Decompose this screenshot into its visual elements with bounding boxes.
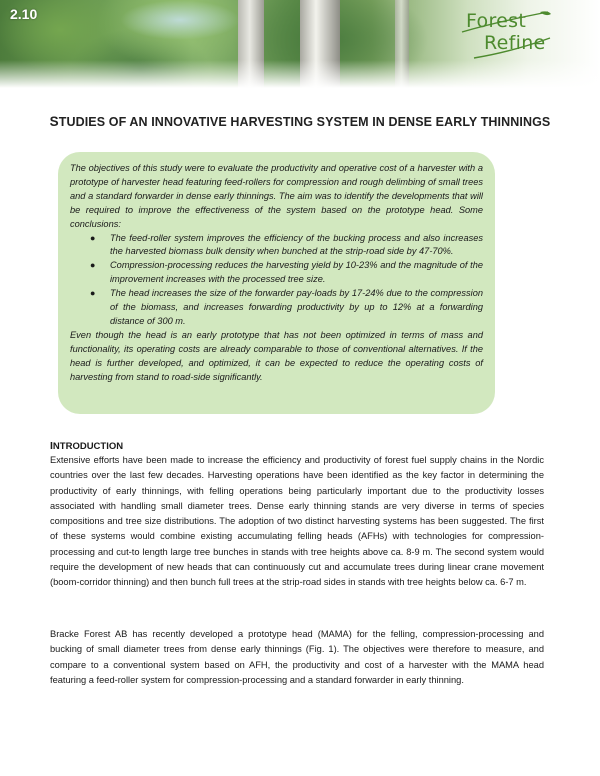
heading-first-letter: I: [50, 440, 53, 452]
logo-text-forest: Forest: [466, 10, 527, 32]
title-rest: TUDIES OF AN INNOVATIVE HARVESTING SYSTEM IN DENSE EARLY THINNINGS: [58, 115, 551, 129]
list-item: [70, 287, 483, 329]
introduction-paragraph-2: Bracke Forest AB has recently developed a prototype head (MAMA) for the felling, compression-processing and bucking of small diameter trees from dense early thinnings (Fig. 1). The objectives were therefore to measure, and compare to a conventional system based on AFH, the productivity and cost of a harvester with the MAMA head featuring a feed-roller system for compression-processing and a standard forwarder in early thinning.: [50, 629, 544, 685]
sky-patch: [120, 0, 240, 40]
logo-text-refine: Refine: [484, 32, 546, 54]
banner-fade: [0, 60, 600, 88]
list-item: [70, 259, 483, 287]
bullet-icon: ●: [90, 288, 96, 299]
bullet-icon: ●: [90, 260, 96, 271]
header-banner-photo: [0, 0, 600, 88]
page-title: [0, 114, 600, 129]
introduction-heading: [50, 440, 123, 452]
list-item: [70, 232, 483, 260]
heading-rest: NTRODUCTION: [52, 441, 124, 452]
bullet-icon: ●: [90, 232, 96, 243]
abstract-box: [58, 152, 495, 414]
abstract-closing: Even though the head is an early prototype that has not been optimized in terms of mass and functionality, its operating costs are already comparable to those of conventional alternatives. If the head is further developed, and optimized, it can be expected to reduce the operating costs of harvesting from stand to road-side significantly.: [70, 329, 483, 382]
conclusion-text: The feed-roller system improves the efficiency of the bucking process and also increases the harvested biomass bulk density when bunched at the strip-road side by 47-70%.: [110, 232, 483, 257]
forest-refine-logo: [456, 8, 554, 62]
conclusion-text: The head increases the size of the forwarder pay-loads by 17-24% due to the compression of the biomass, and increases forwarding productivity by up to 12% at a forwarding distance of 300 m.: [110, 288, 483, 326]
abstract-intro: The objectives of this study were to evaluate the productivity and operative cost of a harvester with a prototype of harvester head featuring feed-rollers for compression and rough delimbing of small trees and a standard forwarder in dense early thinnings. The aim was to identify the developments that will be required to improve the effectiveness of the system based on the prototype head. Some conclusions:: [70, 163, 483, 229]
conclusions-list: [70, 232, 483, 329]
page-number: 2.10: [10, 6, 38, 22]
introduction-paragraph-1: Extensive efforts have been made to increase the efficiency and productivity of forest fuel supply chains in the Nordic countries over the last few decades. Harvesting operations have been identified as the key factor in determining the productivity of early thinnings, with felling operations being particularly important due to the productivity losses associated with handling small diameter trees. Dense early thinning stands are very diverse in terms of species compositions and tree size distributions. The adoption of two distinct harvesting systems has been suggested. The first of these systems would combine existing accumulating felling heads (AFHs) with technologies for compression-processing and cut-to length large tree bunches in stands with tree heights above ca. 8-9 m. The second system would require the development of new heads that can continuously cut and accumulate trees during linear crane movement (boom-corridor thinning) and then bunch full trees at the strip-road sides in stands with tree heights below ca. 6-7 m.: [50, 455, 544, 588]
title-first-letter: S: [49, 114, 59, 129]
conclusion-text: Compression-processing reduces the harvesting yield by 10-23% and the magnitude of the improvement increases with the processed tree size.: [110, 260, 483, 285]
